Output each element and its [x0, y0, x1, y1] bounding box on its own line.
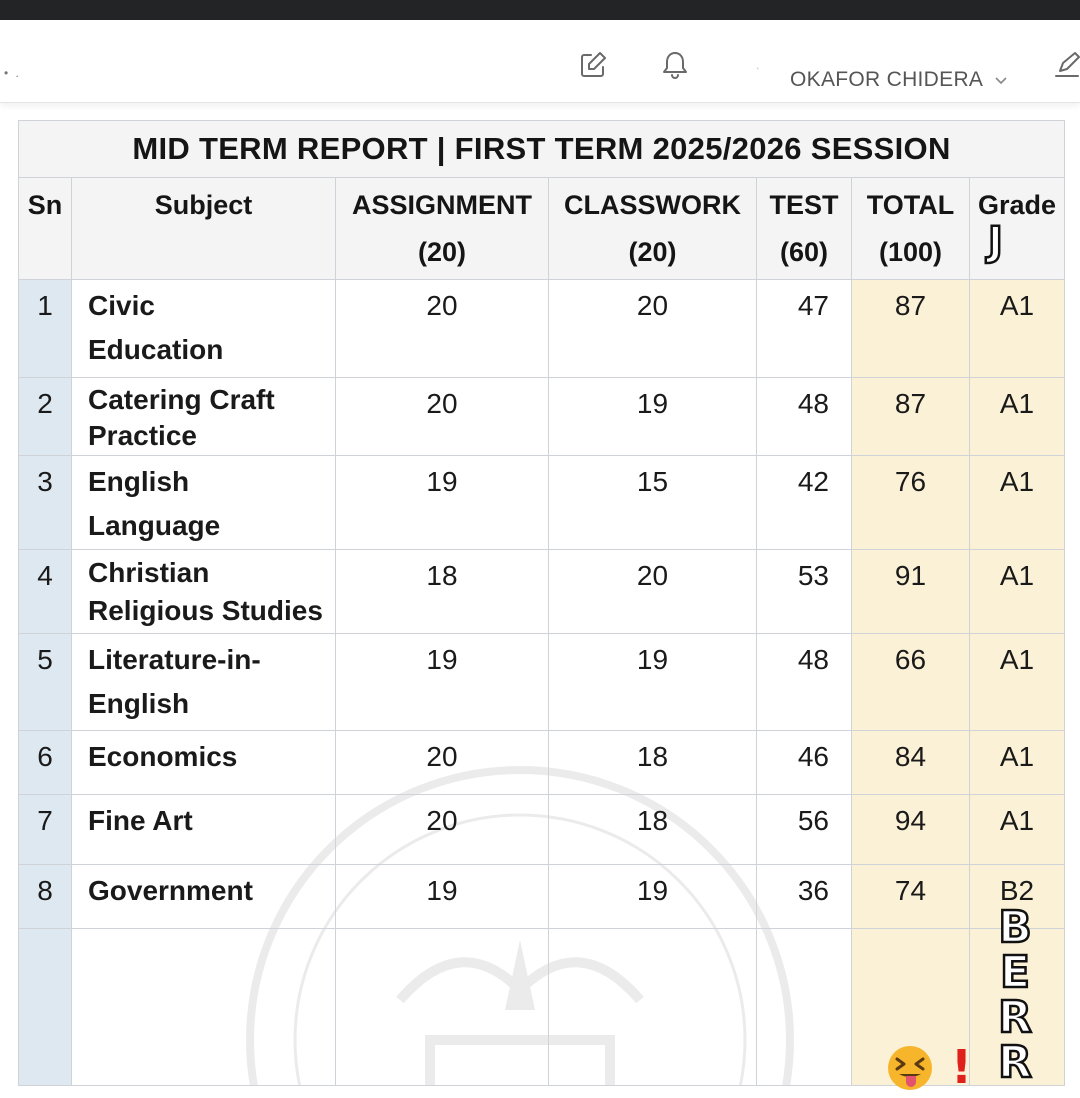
edit-icon[interactable]: [1050, 48, 1080, 82]
subject-cell: [72, 929, 336, 1086]
sticker-letter-j: J: [988, 219, 1003, 265]
column-header-grade: Grade: [970, 178, 1065, 280]
table-row: [19, 731, 1065, 795]
chevron-down-icon[interactable]: [994, 75, 1008, 85]
assignment-cell: 20: [336, 280, 549, 378]
sn-cell: 3: [19, 456, 72, 550]
test-cell: 48: [757, 378, 852, 456]
total-cell: 76: [852, 456, 970, 550]
app-header: [0, 20, 1080, 103]
classwork-cell: 20: [549, 280, 757, 378]
grade-cell: A1: [970, 456, 1065, 550]
total-cell: 91: [852, 550, 970, 634]
total-cell: 94: [852, 795, 970, 865]
subject-cell: Catering Craft Practice: [72, 378, 336, 456]
classwork-cell: 19: [549, 378, 757, 456]
total-cell: 87: [852, 378, 970, 456]
sticker-text-berr: [994, 902, 1036, 1088]
classwork-cell: 15: [549, 456, 757, 550]
test-cell: 47: [757, 280, 852, 378]
total-cell: 87: [852, 280, 970, 378]
sn-cell: 4: [19, 550, 72, 634]
user-name[interactable]: OKAFOR CHIDERA: [790, 68, 983, 91]
mid-term-report-table: [18, 120, 1065, 1086]
user-menu[interactable]: [790, 68, 1008, 92]
sn-cell: 5: [19, 634, 72, 731]
sticker-letter: R: [998, 1037, 1032, 1088]
menu-dots-icon[interactable]: • .: [4, 66, 21, 80]
sn-cell: 6: [19, 731, 72, 795]
column-header-total: TOTAL (100): [852, 178, 970, 280]
column-header-assignment: ASSIGNMENT (20): [336, 178, 549, 280]
exclamation-mark-icon: !: [951, 1040, 972, 1094]
assignment-cell: [336, 929, 549, 1086]
classwork-cell: 19: [549, 865, 757, 929]
classwork-cell: 20: [549, 550, 757, 634]
assignment-cell: 19: [336, 456, 549, 550]
sticker-letter: E: [999, 947, 1031, 998]
test-cell: 56: [757, 795, 852, 865]
table-row: [19, 795, 1065, 865]
subject-cell: Government: [72, 865, 336, 929]
test-cell: 36: [757, 865, 852, 929]
table-row: [19, 378, 1065, 456]
table-row: [19, 865, 1065, 929]
classwork-cell: 18: [549, 795, 757, 865]
assignment-cell: 18: [336, 550, 549, 634]
grade-cell: A1: [970, 731, 1065, 795]
subject-cell: Civic Education: [72, 280, 336, 378]
assignment-cell: 20: [336, 378, 549, 456]
table-row: [19, 456, 1065, 550]
assignment-cell: 19: [336, 634, 549, 731]
divider-mark: ': [757, 66, 759, 76]
classwork-cell: 18: [549, 731, 757, 795]
total-cell: 84: [852, 731, 970, 795]
table-row: [19, 280, 1065, 378]
sn-cell: [19, 929, 72, 1086]
table-row: [19, 634, 1065, 731]
column-header-classwork: CLASSWORK (20): [549, 178, 757, 280]
test-cell: 48: [757, 634, 852, 731]
grade-cell: A1: [970, 378, 1065, 456]
squinting-tongue-emoji-icon: [886, 1044, 934, 1092]
test-cell: [757, 929, 852, 1086]
sn-cell: 2: [19, 378, 72, 456]
total-cell: 74: [852, 865, 970, 929]
subject-cell: Christian Religious Studies: [72, 550, 336, 634]
sn-cell: 8: [19, 865, 72, 929]
grade-cell: A1: [970, 634, 1065, 731]
total-cell: 66: [852, 634, 970, 731]
column-header-subject: Subject: [72, 178, 336, 280]
subject-cell: Economics: [72, 731, 336, 795]
column-header-sn: Sn: [19, 178, 72, 280]
subject-cell: English Language: [72, 456, 336, 550]
test-cell: 42: [757, 456, 852, 550]
table-header-row: [19, 178, 1065, 280]
grade-cell: A1: [970, 550, 1065, 634]
test-cell: 53: [757, 550, 852, 634]
column-header-test: TEST (60): [757, 178, 852, 280]
grade-cell: A1: [970, 280, 1065, 378]
grade-cell: A1: [970, 795, 1065, 865]
subject-cell: Fine Art: [72, 795, 336, 865]
sn-cell: 7: [19, 795, 72, 865]
table-row: [19, 550, 1065, 634]
bell-icon[interactable]: [658, 48, 692, 82]
assignment-cell: 19: [336, 865, 549, 929]
assignment-cell: 20: [336, 795, 549, 865]
classwork-cell: [549, 929, 757, 1086]
classwork-cell: 19: [549, 634, 757, 731]
report-title: MID TERM REPORT | FIRST TERM 2025/2026 SESSION: [19, 121, 1065, 178]
assignment-cell: 20: [336, 731, 549, 795]
subject-cell: Literature-in- English: [72, 634, 336, 731]
sticker-letter: R: [998, 992, 1032, 1043]
device-status-bar: [0, 0, 1080, 20]
grade-cell: B2: [970, 865, 1065, 929]
sn-cell: 1: [19, 280, 72, 378]
edit-icon[interactable]: [576, 48, 610, 82]
sticker-letter: B: [998, 902, 1032, 953]
test-cell: 46: [757, 731, 852, 795]
